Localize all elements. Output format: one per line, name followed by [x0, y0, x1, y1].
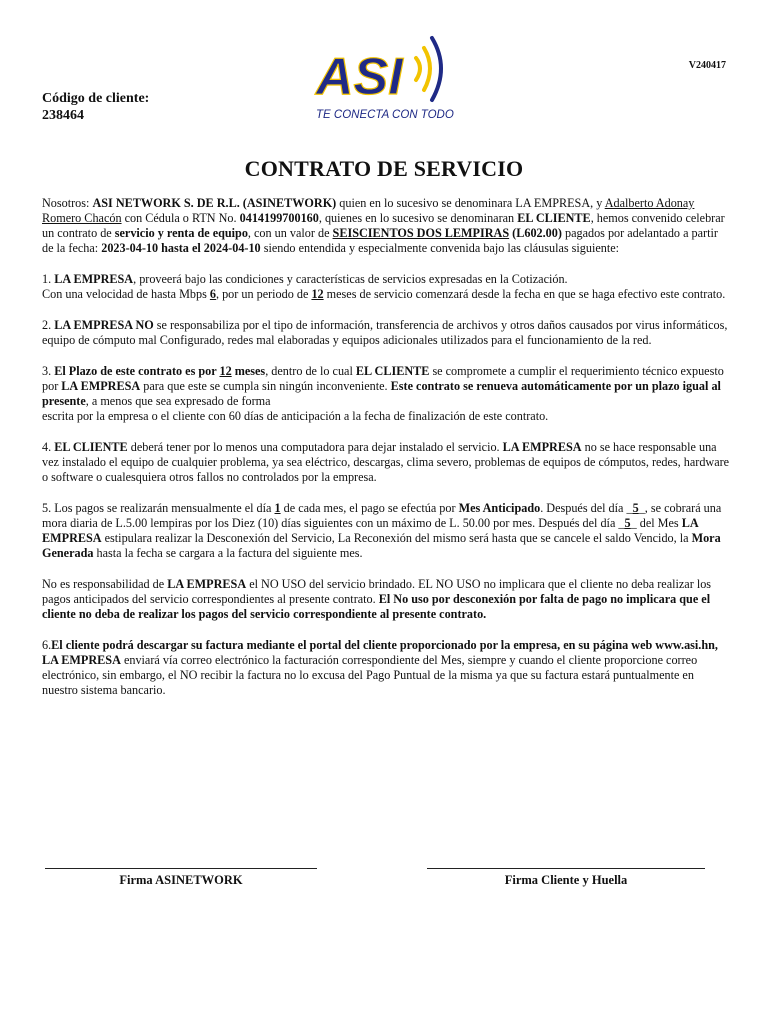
bold-text: meses — [231, 364, 266, 378]
text: , hemos convenido celebrar un contrato de — [42, 211, 725, 240]
contract-body — [42, 196, 732, 714]
company-name: ASI NETWORK S. DE R.L. (ASINETWORK) — [92, 196, 337, 210]
client-code-block — [42, 90, 149, 124]
text: Con una velocidad de hasta Mbps — [42, 287, 210, 301]
logo-tagline: TE CONECTA CON TODO — [316, 109, 454, 121]
text: _ del Mes — [630, 516, 682, 530]
bold-text: LA EMPRESA — [502, 440, 582, 454]
service-type: servicio y renta de equipo — [114, 226, 248, 240]
grace-day: 5 — [632, 501, 639, 515]
bold-text: EL CLIENTE — [54, 440, 128, 454]
clause-no-uso — [42, 577, 732, 622]
clause-5 — [42, 501, 732, 561]
clause-number: 1. — [42, 272, 55, 286]
client-name: Adalberto Adonay Romero Chacón — [42, 196, 695, 225]
speed-value: 6 — [209, 287, 216, 301]
text: siendo entendida y especialmente convenida bajo las cláusulas siguiente: — [260, 241, 620, 255]
text: hasta la fecha se cargara a la factura del siguiente mes. — [93, 546, 363, 560]
text: se responsabiliza por el tipo de información, transferencia de archivos y otros daños causados por virus informáticos, equipo de cómputo mal Configurado, redes mal elaboradas y equipos adicionales utilizados para el funcionamiento de la red. — [42, 318, 728, 347]
text: no se hace responsable una vez instalado el equipo de cualquier problema, ya sea eléctrico, descargas, clima severo, problemas de equipos de cómputos, redes, hardware o software o cualesquiera otros fallos no controlados por la empresa. — [42, 440, 730, 484]
signature-asinetwork — [45, 868, 317, 888]
bold-text: El Plazo de este contrato es por — [54, 364, 220, 378]
logo-wordmark: ASI — [316, 48, 403, 106]
bold-text: LA EMPRESA — [42, 653, 121, 667]
text: el NO USO del servicio brindado. EL NO USO no implicara que el cliente no deba realizar los pagos anticipados del servicio correspondientes al presente contrato. — [42, 577, 712, 606]
text: enviará vía correo electrónico la facturación correspondiente del Mes, siempre y cuando el cliente proporcione correo electrónico, sin embargo, el NO recibir la factura no lo excusa del Pago Puntual de la misma ya que su factura estará puntualmente en nuestro sistema bancario. — [42, 653, 698, 697]
amount-value: (L602.00) — [512, 226, 562, 240]
intro-paragraph — [42, 196, 732, 256]
signature-line — [427, 868, 705, 869]
bold-text: LA EMPRESA — [42, 516, 698, 545]
bold-text: El No uso por desconexión por falta de pago no implicara que el cliente no deba de realizar los pagos del servicio correspondiente al presente contrato. — [42, 592, 711, 621]
signature-client — [427, 868, 705, 888]
client-rtn: 0414199700160 — [239, 211, 319, 225]
clause-1 — [42, 272, 732, 302]
months-value: 12 — [311, 287, 324, 301]
signature-label: Firma ASINETWORK — [119, 873, 243, 887]
text: con Cédula o RTN No. — [121, 211, 240, 225]
signature-label: Firma Cliente y Huella — [504, 873, 628, 887]
payment-day: 1 — [274, 501, 281, 515]
text: , con un valor de — [247, 226, 333, 240]
text: , dentro de lo cual — [265, 364, 356, 378]
text: , a menos que sea expresado de forma — [85, 394, 271, 408]
bold-text: El cliente podrá descargar su factura mediante el portal del cliente proporcionado por la empresa, en su página web www.asi.hn, — [51, 638, 718, 652]
text: 5. Los pagos se realizarán mensualmente el día — [42, 501, 275, 515]
text: _, se cobrará una mora diaria de L.5.00 lempiras por los Diez (10) días siguientes con un máximo de L. 50.00 por mes. Después del día _ — [42, 501, 722, 530]
client-label: EL CLIENTE — [517, 211, 591, 225]
disconnect-day: 5 — [624, 516, 631, 530]
text: No es responsabilidad de — [42, 577, 168, 591]
clause-number: 2. — [42, 318, 55, 332]
months-value: 12 — [219, 364, 232, 378]
version-code: V240417 — [688, 60, 726, 71]
text: pagados por adelantado a partir de la fecha: — [42, 226, 718, 255]
document-title: CONTRATO DE SERVICIO — [244, 156, 524, 181]
text: deberá tener por lo menos una computadora para dejar instalado el servicio. — [127, 440, 503, 454]
text: , quienes en lo sucesivo se denominaran — [318, 211, 518, 225]
bold-text: LA EMPRESA NO — [54, 318, 154, 332]
text: de cada mes, el pago se efectúa por — [280, 501, 459, 515]
bold-text: Este contrato se renueva automáticamente por un plazo igual al presente — [42, 379, 721, 408]
bold-text: Mes Anticipado — [458, 501, 541, 515]
clause-3 — [42, 364, 732, 424]
signature-line — [45, 868, 317, 869]
clause-number: 6. — [42, 638, 52, 652]
clause-6 — [42, 638, 732, 698]
amount-words: SEISCIENTOS DOS LEMPIRAS — [332, 226, 510, 240]
bold-text: Mora Generada — [42, 531, 721, 560]
client-code-value: 238464 — [42, 108, 84, 123]
client-code-label: Código de cliente: — [42, 91, 150, 106]
clause-number: 4. — [42, 440, 55, 454]
asi-logo — [312, 28, 458, 126]
wifi-arc-3 — [432, 38, 441, 100]
wifi-arc-2 — [424, 48, 430, 90]
text: . Después del día _ — [540, 501, 633, 515]
text: escrita por la empresa o el cliente con 60 días de anticipación a la fecha de finalización de este contrato. — [42, 409, 549, 423]
text: meses de servicio comenzará desde la fecha en que se haga efectivo este contrato. — [323, 287, 726, 301]
bold-text: LA EMPRESA — [167, 577, 247, 591]
text: , por un periodo de — [215, 287, 312, 301]
bold-text: LA EMPRESA — [61, 379, 141, 393]
text: Nosotros: — [42, 196, 93, 210]
clause-4 — [42, 440, 732, 485]
clause-number: 3. — [42, 364, 55, 378]
text: para que este se cumpla sin ningún inconveniente. — [140, 379, 391, 393]
bold-text: LA EMPRESA — [54, 272, 134, 286]
bold-text: EL CLIENTE — [355, 364, 430, 378]
clause-2 — [42, 318, 732, 348]
text: , proveerá bajo las condiciones y características de servicios expresadas en la Cotización. — [133, 272, 568, 286]
contract-dates: 2023-04-10 hasta el 2024-04-10 — [101, 241, 261, 255]
text: estipulara realizar la Desconexión del Servicio, La Reconexión del mismo será hasta que se cancele el saldo Vencido, la — [101, 531, 692, 545]
text: quien en lo sucesivo se denominara LA EMPRESA, y — [336, 196, 605, 210]
text: se compromete a cumplir el requerimiento técnico expuesto por — [42, 364, 724, 393]
wifi-arc-1 — [416, 58, 420, 80]
